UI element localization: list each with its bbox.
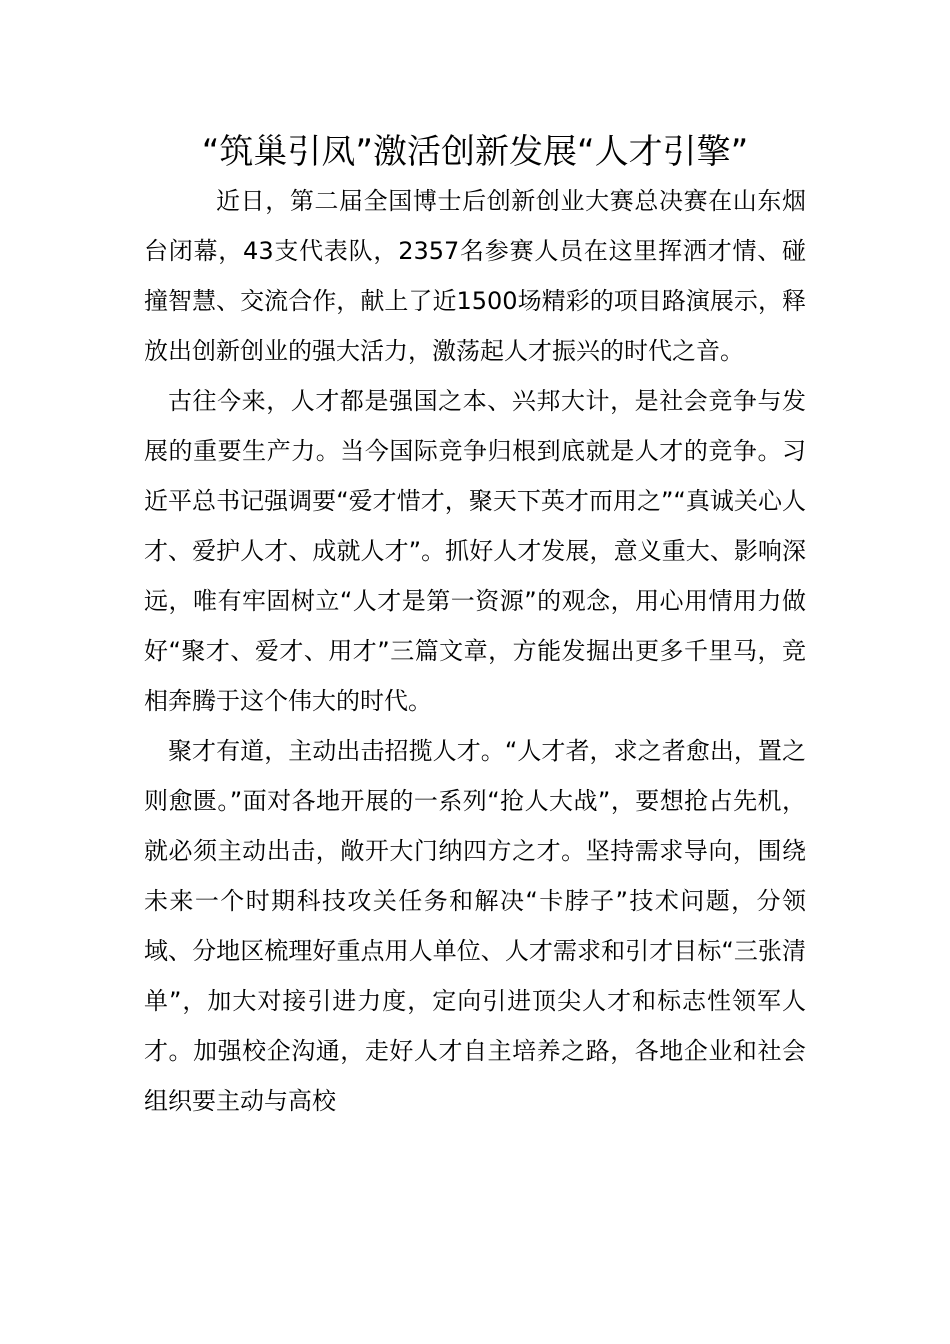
paragraph-2: 古往今来，人才都是强国之本、兴邦大计，是社会竞争与发展的重要生产力。当今国际竞争归根到底就是人才的竞争。习近平总书记强调要“爱才惜才，聚天下英才而用之”“真诚关心人才、爱护人才、成就人才”。抓好人才发展，意义重大、影响深远，唯有牢固树立“人才是第一资源”的观念，用心用情用力做好“聚才、爱才、用才”三篇文章，方能发掘出更多千里马，竞相奔腾于这个伟大的时代。 (144, 387, 806, 715)
paragraph-1: 近日，第二届全国博士后创新创业大赛总决赛在山东烟台闭幕，43支代表队，2357名参赛人员在这里挥洒才情、碰撞智慧、交流合作，献上了近1500场精彩的项目路演展示，释放出创新创业的强大活力，激荡起人才振兴的时代之音。 (144, 187, 806, 365)
document-body (144, 176, 806, 1126)
document-title: “筑巢引凤”激活创新发展“人才引擎” (201, 132, 749, 172)
paragraph-3: 聚才有道，主动出击招揽人才。“人才者，求之者愈出，置之则愈匮。”面对各地开展的一系列“抢人大战”，要想抢占先机，就必须主动出击，敞开大门纳四方之才。坚持需求导向，围绕未来一个时期科技攻关任务和解决“卡脖子”技术问题，分领域、分地区梳理好重点用人单位、人才需求和引才目标“三张清单”，加大对接引进力度，定向引进顶尖人才和标志性领军人才。加强校企沟通，走好人才自主培养之路，各地企业和社会组织要主动与高校 (144, 737, 806, 1115)
